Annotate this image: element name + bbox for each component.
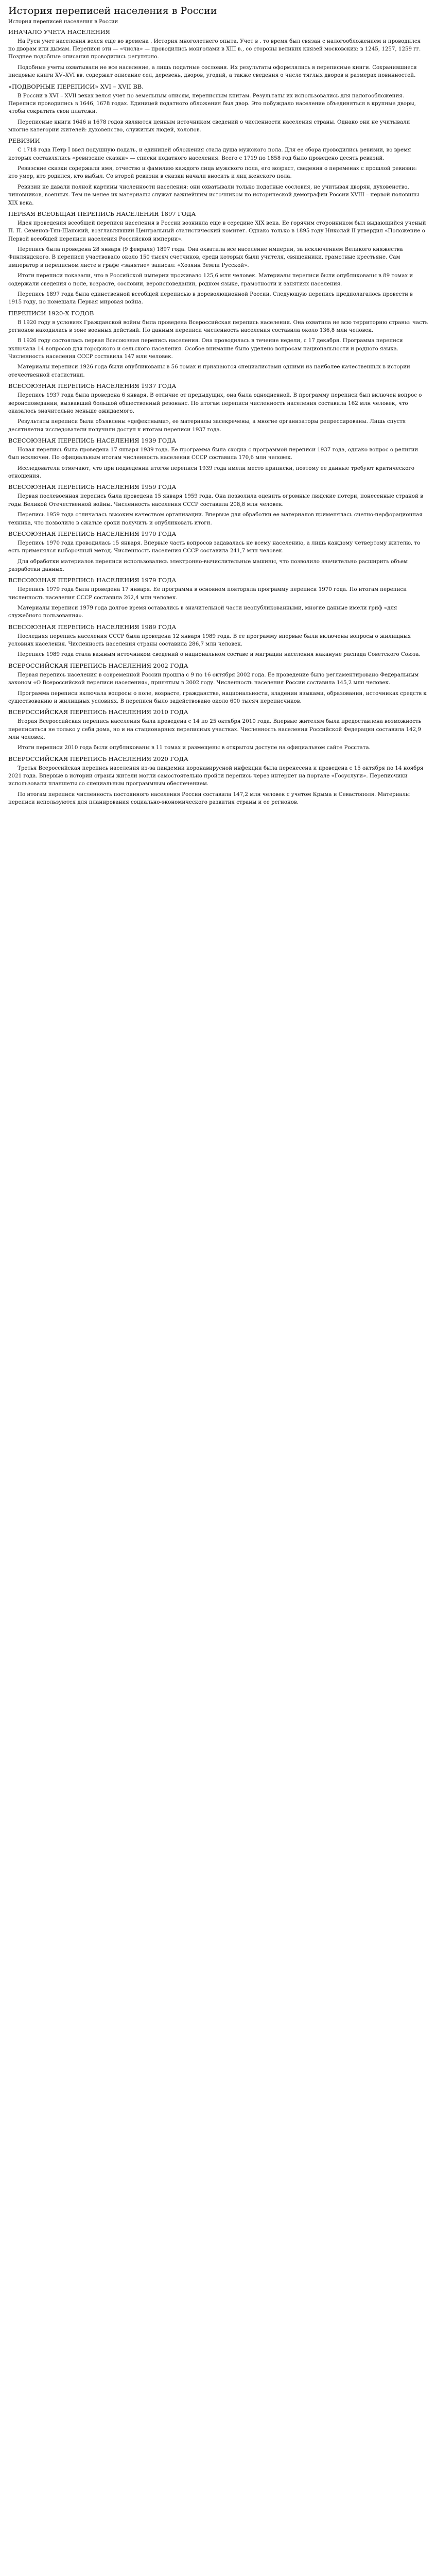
document-section (8, 662, 428, 705)
section-heading: ИНАЧАЛО УЧЕТА НАСЕЛЕНИЯ (8, 28, 110, 36)
document-section (8, 28, 428, 80)
document-section (8, 310, 428, 380)
section-paragraph: Итоги переписи 2010 года были опубликованы в 11 томах и размещены в открытом доступе на официальном сайте Росстата. (18, 744, 371, 751)
document-section (8, 382, 428, 434)
section-paragraph: Перепись 1970 года проводилась 15 января. Впервые часть вопросов задавалась не всему населению, а лишь каждому четвертому жителю, то есть применялся выборочный метод. Численность населения СССР составила 241,7 млн человек. (8, 539, 421, 554)
section-paragraph: Новая перепись была проведена 17 января 1939 года. Ее программа была сходна с программой переписи 1937 года, однако вопрос о религии был исключен. По официальным итогам численность населения СССР составила 170,6 млн человек. (8, 446, 418, 461)
section-paragraph: Вторая Всероссийская перепись населения была проведена с 14 по 25 октября 2010 года. Впервые жителям была предоставлена возможность переписаться не только у себя дома, но и на стационарных переписных участках. Численность населения Российской Федерации составила 142,9 млн человек. (8, 718, 422, 740)
section-paragraph: Первая послевоенная перепись была проведена 15 января 1959 года. Она позволила оценить огромные людские потери, понесенные страной в годы Великой Отечественной войны. Численность населения СССР составила 208,8 млн человек. (8, 493, 423, 507)
section-paragraph: Итоги переписи показали, что в Российской империи проживало 125,6 млн человек. Материалы переписи были опубликованы в 89 томах и содержали сведения о поле, возрасте, сословии, вероисповедании, родном языке, грамотности и занятиях населения. (8, 273, 413, 287)
document-section (8, 623, 428, 659)
section-heading: «ПОДВОРНЫЕ ПЕРЕПИСИ» XVI – XVII ВВ. (8, 82, 144, 90)
document-section (8, 530, 428, 573)
section-paragraph: Перепись 1959 года отличалась высоким качеством организации. Впервые для обработки ее материалов применялась счетно-перфорационная техника, что позволило в сжатые сроки получить и опубликовать итоги. (8, 512, 423, 526)
section-paragraph: С 1718 года Петр I ввел подушную подать, и единицей обложения стала душа мужского пола. Для ее сбора проводились ревизии, во время которых составлялись «ревизские сказки» — списки податного населения. Всего с 1719 по 1858 год было проведено десять ревизий. (8, 147, 411, 161)
section-paragraph: Третья Всероссийская перепись населения из-за пандемии коронавирусной инфекции была перенесена и проведена с 15 октября по 14 ноября 2021 года. Впервые в истории страны жители могли самостоятельно пройти перепись через интернет на портале «Госуслуги». Переписчики использовали планшеты со специальным программным обеспечением. (8, 765, 424, 787)
document-section (8, 483, 428, 527)
section-heading: ВСЕСОЮЗНАЯ ПЕРЕПИСЬ НАСЕЛЕНИЯ 1939 ГОДА (8, 437, 177, 444)
section-paragraph: Результаты переписи были объявлены «дефектными», ее материалы засекречены, а многие организаторы репрессированы. Лишь спустя десятилетия исследователи получили доступ к итогам переписи 1937 года. (8, 418, 406, 433)
section-paragraph: Материалы переписи 1979 года долгое время оставались в значительной части неопубликованными, многие данные имели гриф «для служебного пользования». (8, 605, 397, 619)
section-heading: ПЕРВАЯ ВСЕОБЩАЯ ПЕРЕПИСЬ НАСЕЛЕНИЯ 1897 ГОДА (8, 210, 196, 217)
document-page (0, 0, 436, 818)
section-heading: ВСЕРОССИЙСКАЯ ПЕРЕПИСЬ НАСЕЛЕНИЯ 2020 ГОДА (8, 755, 188, 762)
section-paragraph: По итогам переписи численность постоянного населения России составила 147,2 млн человек с учетом Крыма и Севастополя. Материалы переписи используются для планирования социально-экономического развития страны и ее регионов. (8, 791, 410, 806)
document-body (8, 28, 428, 807)
section-paragraph: Подобные учеты охватывали не все население, а лишь податные сословия. Их результаты оформлялись в переписные книги. Сохранившиеся писцовые книги XV–XVI вв. содержат описание сел, деревень, дворов, угодий, а также сведения о числе тяглых дворов и размерах повинностей. (8, 64, 417, 79)
section-paragraph: Перепись была проведена 28 января (9 февраля) 1897 года. Она охватила все население империи, за исключением Великого княжества Финляндского. В переписи участвовало около 150 тысяч счетчиков, среди которых были учителя, священники, грамотные крестьяне. Сам император в переписном листе в графе «занятие» записал: «Хозяин Земли Русской». (8, 246, 403, 268)
section-paragraph: Первая перепись населения в современной России прошла с 9 по 16 октября 2002 года. Ее проведение было регламентировано Федеральным законом «О Всероссийской переписи населения», принятым в 2002 году. Численность населения России составила 145,2 млн человек. (8, 671, 419, 686)
section-paragraph: Перепись 1979 года была проведена 17 января. Ее программа в основном повторяла программу переписи 1970 года. По итогам переписи численность населения СССР составила 262,4 млн человек. (8, 586, 407, 601)
page-title: История переписей населения в России (8, 5, 217, 16)
document-section (8, 83, 428, 134)
document-section (8, 708, 428, 752)
section-heading: ПЕРЕПИСИ 1920-Х ГОДОВ (8, 309, 94, 317)
document-section (8, 437, 428, 480)
section-paragraph: Переписные книги 1646 и 1678 годов являются ценным источником сведений о численности населения страны. Однако они не учитывали многие категории жителей: духовенство, служилых людей, холопов. (8, 118, 410, 133)
section-paragraph: Программа переписи включала вопросы о поле, возрасте, гражданстве, национальности, владении языками, образовании, источниках средств к существованию и жилищных условиях. В переписи было задействовано около 600 тысяч переписчиков. (8, 690, 427, 704)
section-paragraph: Перепись 1989 года стала важным источником сведений о национальном составе и миграции населения накануне распада Советского Союза. (18, 651, 421, 658)
document-section (8, 755, 428, 807)
section-paragraph: Перепись 1937 года была проведена 6 января. В отличие от предыдущих, она была однодневной. В программу переписи был включен вопрос о вероисповедании, вызвавший большой общественный резонанс. По итогам переписи численность населения составила 162 млн человек, что оказалось значительно меньше ожидаемого. (8, 392, 422, 414)
document-section (8, 137, 428, 207)
section-paragraph: Материалы переписи 1926 года были опубликованы в 56 томах и признаются специалистами одними из наиболее качественных в истории отечественной статистики. (8, 364, 410, 378)
section-paragraph: Ревизские сказки содержали имя, отчество и фамилию каждого лица мужского пола, его возраст, сведения о переменах с прошлой ревизии: кто умер, кто родился, кто выбыл. Со второй ревизии в сказки начали вносить и лиц женского пола. (8, 165, 417, 180)
section-paragraph: В 1926 году состоялась первая Всесоюзная перепись населения. Она проводилась в течение недели, с 17 декабря. Программа переписи включала 14 вопросов для городского и сельского населения. Особое внимание было уделено вопросам национальности и родного языка. Численность населения СССР составила 147 млн человек. (8, 337, 403, 360)
section-heading: ВСЕСОЮЗНАЯ ПЕРЕПИСЬ НАСЕЛЕНИЯ 1937 ГОДА (8, 382, 177, 390)
section-paragraph: Перепись 1897 года была единственной всеобщей переписью в дореволюционной России. Следующую перепись предполагалось провести в 1915 году, но помешала Первая мировая война. (8, 291, 413, 306)
document-section (8, 577, 428, 620)
section-paragraph: Ревизии не давали полной картины численности населения: они охватывали только податные сословия, не учитывая дворян, духовенство, чиновников, военных. Тем не менее их материалы служат важнейшим источником по исторической демографии России XVIII – первой половины XIX века. (8, 183, 420, 206)
section-heading: ВСЕСОЮЗНАЯ ПЕРЕПИСЬ НАСЕЛЕНИЯ 1970 ГОДА (8, 530, 177, 537)
section-heading: РЕВИЗИИ (8, 137, 40, 145)
section-paragraph: В 1920 году в условиях Гражданской войны была проведена Всероссийская перепись населения. Она охватила не всю территорию страны: часть регионов находилась в зоне военных действий. По данным переписи численность населения составила около 136,8 млн человек. (8, 319, 428, 333)
section-heading: ВСЕСОЮЗНАЯ ПЕРЕПИСЬ НАСЕЛЕНИЯ 1989 ГОДА (8, 623, 177, 631)
section-heading: ВСЕСОЮЗНАЯ ПЕРЕПИСЬ НАСЕЛЕНИЯ 1959 ГОДА (8, 483, 177, 491)
section-heading: ВСЕРОССИЙСКАЯ ПЕРЕПИСЬ НАСЕЛЕНИЯ 2010 ГОДА (8, 708, 188, 716)
section-paragraph: Идея проведения всеобщей переписи населения в России возникла еще в середине XIX века. Ее горячим сторонником был выдающийся ученый П. П. Семенов-Тян-Шанский, возглавлявший Центральный статистический комитет. Однако только в 1895 году Николай II утвердил «Положение о Первой всеобщей переписи населения Российской империи». (8, 219, 426, 242)
document-section (8, 210, 428, 307)
section-paragraph: Исследователи отмечают, что при подведении итогов переписи 1939 года имели место приписки, поэтому ее данные требуют критического отношения. (8, 465, 414, 480)
page-subtitle: История переписей населения в России (8, 19, 118, 25)
section-heading: ВСЕРОССИЙСКАЯ ПЕРЕПИСЬ НАСЕЛЕНИЯ 2002 ГОДА (8, 662, 188, 669)
section-paragraph: Для обработки материалов переписи использовались электронно-вычислительные машины, что позволило значительно расширить объем разработки данных. (8, 558, 408, 572)
section-heading: ВСЕСОЮЗНАЯ ПЕРЕПИСЬ НАСЕЛЕНИЯ 1979 ГОДА (8, 577, 177, 584)
section-paragraph: В России в XVI – XVII веках велся учет по земельным описям, переписным книгам. Результаты их использовались для налогообложения. Переписи проводились в 1646, 1678 годах. Единицей податного обложения был двор. Это побуждало население объединяться в крупные дворы, чтобы сократить свои платежи. (8, 92, 416, 115)
section-paragraph: Последняя перепись населения СССР была проведена 12 января 1989 года. В ее программу впервые были включены вопросы о жилищных условиях населения. Численность населения страны составила 286,7 млн человек. (8, 633, 411, 648)
section-paragraph: На Руси учет населения велся еще во времена . История многолетнего опыта. Учет в . то время был связан с налогообложением и проводился по дворам или дымам. Переписи эти — «числа» — проводились монголами в XIII в., со стороны великих князей московских: в 1245, 1257, 1259 гг. Позднее подобные описания проводились регулярно. (8, 38, 421, 60)
